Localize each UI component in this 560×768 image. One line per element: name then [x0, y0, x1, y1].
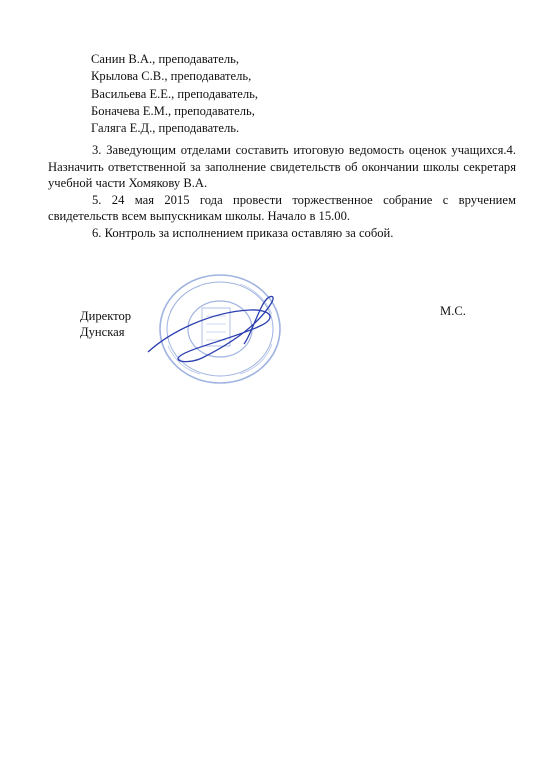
staff-list — [91, 51, 258, 137]
order-item-5: 5. 24 мая 2015 года провести торжественное собрание с вручением свидетельств всем выпускникам школы. Начало в 15.00. — [48, 192, 516, 223]
director-title: Директор — [80, 309, 132, 323]
order-items — [48, 142, 516, 241]
order-item-6: 6. Контроль за исполнением приказа оставляю за собой. — [92, 225, 394, 240]
staff-item: Галяга Е.Д., преподаватель. — [91, 121, 240, 136]
staff-item: Крылова С.В., преподаватель, — [91, 69, 252, 84]
staff-item: Васильева Е.Е., преподаватель, — [91, 86, 259, 101]
signature-block — [80, 308, 131, 340]
director-name: Дунская — [80, 325, 125, 339]
official-stamp — [140, 272, 290, 390]
seal-label: М.С. — [440, 304, 466, 318]
staff-item: Боначева Е.М., преподаватель, — [91, 103, 255, 118]
order-item-3: 3. Заведующим отделами составить итоговую ведомость оценок учащихся.4. Назначить ответственной за заполнение свидетельств об окончании школы секретаря учебной части Хомякову В.А. — [48, 143, 516, 190]
staff-item: Санин В.А., преподаватель, — [91, 52, 240, 66]
